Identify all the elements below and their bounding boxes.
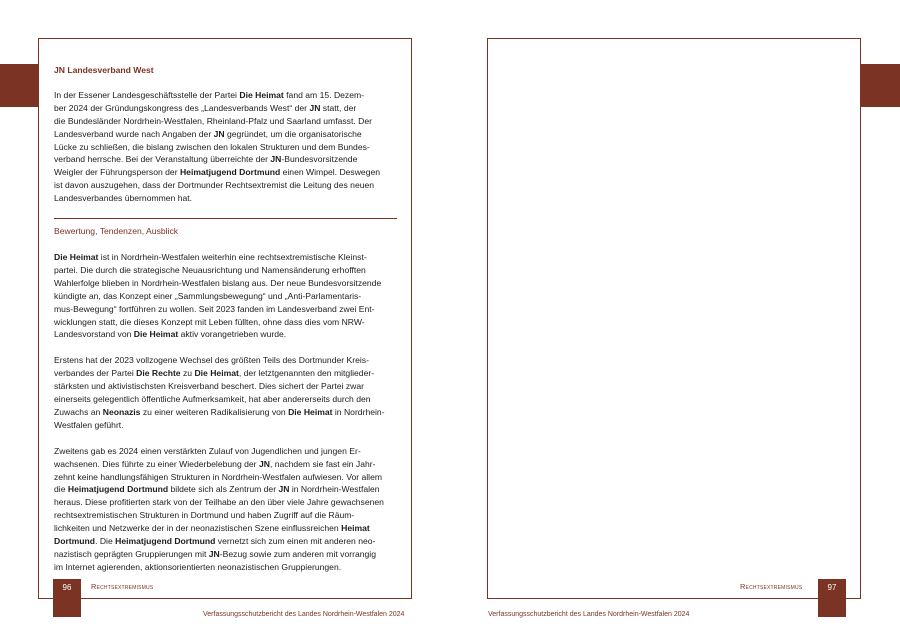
text-run: , der letztgenannten den mitglieder-: [238, 368, 375, 379]
text-line: [54, 166, 397, 179]
running-head-left: Rechtsextremismus: [91, 582, 154, 591]
text-line: [54, 316, 397, 329]
text-run: bildete sich als Zentrum der: [168, 484, 279, 495]
text-run: ist davon auszugehen, dass der Dortmunder Rechtsextremist die Leitung des neuen: [54, 180, 375, 191]
paragraph-die-heimat: [54, 251, 397, 341]
text-run: in Nordrhein-: [332, 406, 385, 417]
footer-right: Verfassungsschutzbericht des Landes Nordrhein-Westfalen 2024: [488, 611, 690, 618]
bold-term: Neonazis: [102, 406, 141, 417]
text-line: [54, 277, 397, 290]
text-line: [54, 115, 397, 128]
text-line: [54, 483, 397, 496]
text-run: -Bundesvorsitzende: [281, 154, 358, 165]
text-line: [54, 153, 397, 166]
text-run: In der Essener Landesgeschäftsstelle der Partei: [54, 89, 240, 100]
text-line: [54, 192, 397, 205]
text-run: einerseits gelegentlich öffentliche Aufmerksamkeit, hat aber andererseits durch den: [54, 394, 371, 405]
page-left: [38, 38, 412, 599]
text-run: kündigte an, das Konzept einer „Sammlungsbewegung“ und „Anti-Parlamentaris-: [54, 290, 362, 301]
text-line: [54, 380, 397, 393]
text-run: Landesverbandes übernommen hat.: [54, 193, 193, 204]
section-divider: [54, 218, 397, 219]
bold-term: JN: [278, 484, 290, 495]
text-run: stärksten und aktivistischsten Kreisverband beschert. Dies sichert der Partei zwar: [54, 381, 364, 392]
bold-term: JN: [258, 458, 270, 469]
bold-term: Dortmund: [54, 536, 96, 547]
text-line: [54, 251, 397, 264]
bold-term: Die Heimat: [54, 251, 99, 262]
paragraph-erstens: [54, 354, 397, 431]
text-run: fand am 15. Dezem-: [283, 89, 365, 100]
text-run: Landesverband wurde nach Angaben der: [54, 128, 214, 139]
text-line: [54, 264, 397, 277]
bold-term: Heimatjugend Dortmund: [179, 167, 281, 178]
text-line: [54, 535, 397, 548]
text-line: [54, 522, 397, 535]
text-run: rechtsextremistischen Strukturen in Dortmund und haben Zugriff auf die Räum-: [54, 510, 355, 521]
margin-tab-left: [0, 64, 38, 107]
text-run: ber 2024 der Gründungskongress des „Landesverbands West“ der: [54, 102, 310, 113]
text-run: einen Wimpel. Deswegen: [280, 167, 381, 178]
bold-term: Heimatjugend Dortmund: [115, 536, 216, 547]
text-line: [54, 128, 397, 141]
bold-term: Die Heimat: [239, 89, 284, 100]
bold-term: Die Heimat: [133, 329, 179, 340]
margin-tab-right: [861, 64, 900, 107]
bold-term: Die Heimat: [194, 368, 239, 379]
text-run: Zuwachs an: [54, 406, 103, 417]
text-line: [54, 328, 397, 341]
text-line: [54, 458, 397, 471]
text-run: in Nordrhein-Westfalen: [289, 484, 380, 495]
text-line: [54, 471, 397, 484]
text-run: wicklungen statt, die dieses Konzept mit Leben füllten, ohne dass dies vom NRW-: [54, 316, 365, 327]
running-head-right: Rechtsextremismus: [740, 582, 803, 591]
text-line: [54, 548, 397, 561]
text-run: partei. Die durch die strategische Neuausrichtung und Namensänderung erhofften: [54, 264, 366, 275]
text-line: [54, 141, 397, 154]
text-line: [54, 179, 397, 192]
text-line: [54, 445, 397, 458]
text-line: [54, 102, 397, 115]
text-line: [54, 89, 397, 102]
text-run: Weigler der Führungsperson der: [54, 167, 180, 178]
text-run: die Bundesländer Nordrhein-Westfalen, Rheinland-Pfalz und Saarland umfasst. Der: [54, 115, 372, 126]
text-run: statt, der: [320, 102, 357, 113]
bold-term: Heimatjugend Dortmund: [67, 484, 169, 495]
page-left-content: [54, 64, 397, 587]
text-run: gegründet, um die organisatorische: [224, 128, 362, 139]
bold-term: Die Rechte: [136, 368, 181, 379]
paragraph-jn-landesverband: [54, 89, 397, 205]
text-run: Erstens hat der 2023 vollzogene Wechsel des größten Teils des Dortmunder Kreis-: [54, 355, 369, 366]
page-right: [487, 38, 861, 599]
text-line: [54, 290, 397, 303]
paragraph-zweitens: [54, 445, 397, 574]
page-number-left: 96: [53, 579, 81, 617]
text-run: Zweitens gab es 2024 einen verstärkten Zulauf von Jugendlichen und jungen Er-: [54, 445, 361, 456]
text-run: mus-Bewegung“ fortführen zu wollen. Seit 2023 fanden im Landesverband zwei Ent-: [54, 303, 375, 314]
text-line: [54, 561, 397, 574]
text-run: zu: [180, 368, 195, 379]
text-run: lichkeiten und Netzwerke der in der neonazistischen Szene einflussreichen: [54, 523, 342, 534]
bold-term: JN: [213, 128, 225, 139]
page-number-right: 97: [818, 579, 846, 617]
text-line: [54, 406, 397, 419]
text-run: wachsenen. Dies führte zu einer Wiederbelebung der: [54, 458, 259, 469]
text-run: Landesvorstand von: [54, 329, 134, 340]
text-run: ist in Nordrhein-Westfalen weiterhin eine rechtsextremistische Kleinst-: [98, 251, 367, 262]
bold-term: JN: [270, 154, 282, 165]
text-run: aktiv vorangetrieben wurde.: [178, 329, 287, 340]
bold-term: JN: [208, 549, 220, 559]
text-line: [54, 303, 397, 316]
text-run: , nachdem sie fast ein Jahr-: [269, 458, 376, 469]
text-run: zehnt keine handlungsfähigen Strukturen in Nordrhein-Westfalen aufwiesen. Vor allem: [54, 471, 383, 482]
text-run: Lücke zu schließen, die bislang zwischen den lokalen Strukturen und dem Bundes-: [54, 141, 370, 152]
text-line: [54, 509, 397, 522]
text-line: [54, 354, 397, 367]
subsection-title: Bewertung, Tendenzen, Ausblick: [54, 226, 179, 237]
text-run: im Internet agierenden, aktionsorientierten neonazistischen Gruppierungen.: [54, 561, 342, 572]
bold-term: Die Heimat: [288, 406, 333, 417]
bold-term: Heimat: [341, 523, 370, 534]
text-line: [54, 496, 397, 509]
text-run: zu einer weiteren Radikalisierung von: [140, 406, 289, 417]
text-run: nazistisch geprägten Gruppierungen mit: [54, 549, 209, 559]
text-run: heraus. Diese profitierten stark von der Teilhabe an den über viele Jahre gewachsenen: [54, 497, 384, 508]
text-line: [54, 367, 397, 380]
text-run: verband herrsche. Bei der Veranstaltung überreichte der: [54, 154, 271, 165]
footer-left: Verfassungsschutzbericht des Landes Nordrhein-Westfalen 2024: [203, 611, 405, 618]
text-run: Wahlerfolge blieben in Nordrhein-Westfalen bislang aus. Der neue Bundesvorsitzende: [54, 277, 382, 288]
text-run: die: [54, 484, 68, 495]
text-run: -Bezug sowie zum anderen mit vorrangig: [219, 549, 376, 559]
text-run: Westfalen geführt.: [54, 419, 124, 430]
section-title: JN Landesverband West: [54, 65, 154, 75]
text-run: . Die: [95, 536, 116, 547]
text-run: vernetzt sich zum einen mit anderen neo-: [215, 536, 376, 547]
text-line: [54, 419, 397, 432]
bold-term: JN: [309, 102, 321, 113]
text-run: verbandes der Partei: [54, 368, 137, 379]
text-line: [54, 393, 397, 406]
